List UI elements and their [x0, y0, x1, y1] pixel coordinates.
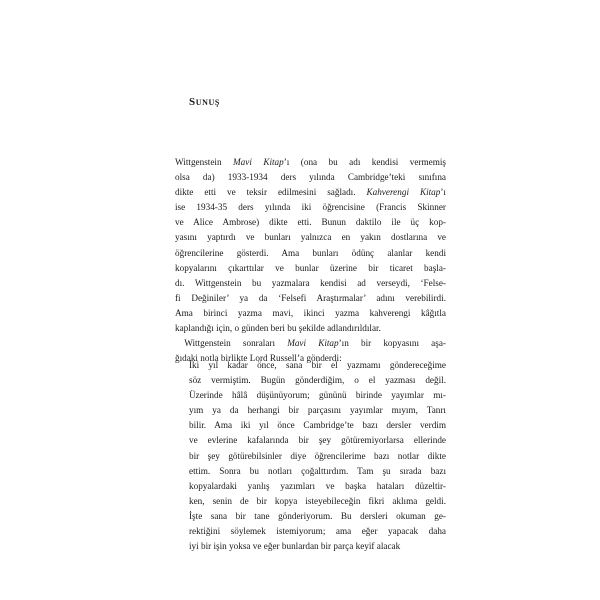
text-line — [189, 494, 446, 509]
italic-title: Kahverengi Kitap — [366, 187, 441, 198]
text-run: Wittgenstein — [175, 157, 234, 167]
paragraph-1 — [175, 155, 446, 336]
text-line — [175, 170, 446, 185]
text-line — [189, 464, 446, 479]
text-line — [175, 321, 446, 336]
text-run: ve Alice Ambrose) dikte etti. Bunun daktilo ile üç kop- — [175, 217, 446, 228]
text-run: fi Değiniler’ ya da ‘Felsefi Araştırmalar’ adını verebilirdi. — [175, 292, 446, 303]
text-run: ’ı — [440, 187, 446, 198]
text-run: söz vermiştim. Bugün gönderdiğim, o el yazması değil. — [189, 375, 446, 386]
text-run: dı. Wittgenstein bu yazmalara kendisi ad verseydi, ‘Felse- — [175, 277, 446, 288]
italic-title: Mavi Kitap — [287, 338, 339, 349]
text-run: bir şey götürebilsinler diye öğrencilerime bazı notlar dikte — [189, 450, 446, 461]
text-line — [175, 336, 446, 351]
text-run: ’ı (ona bu adı kendisi vermemiş — [283, 157, 446, 167]
text-line — [189, 449, 446, 464]
text-run: yasını yaptırdı ve bunları yalnızca en yakın dostlarına ve — [175, 232, 446, 243]
body-text — [175, 155, 446, 366]
text-line — [189, 433, 446, 448]
text-run: ve evlerine kafalarında bir şey götüremiyorlarsa ellerinde — [189, 435, 446, 446]
text-run: kaplandığı için, o günden beri bu şekilde adlandırıldılar. — [175, 323, 381, 334]
text-run: Üzerinde hâlâ düşünüyorum; gününü birinde yayımlar mı- — [189, 390, 446, 401]
text-run: İki yıl kadar önce, sana bir el yazmamı göndereceğime — [189, 360, 446, 370]
text-line — [189, 524, 446, 539]
text-line — [189, 373, 446, 388]
text-line — [175, 200, 446, 215]
text-line — [175, 261, 446, 276]
text-run: iyi bir işin yoksa ve eğer bunlardan bir parça keyif alacak — [189, 541, 401, 552]
text-run: ğıdaki notla birlikte Lord Russell’a gönderdi: — [175, 353, 342, 364]
text-line — [175, 155, 446, 170]
text-run: ise 1934-35 ders yılında iki öğrencisine (Francis Skinner — [175, 202, 446, 213]
text-run: rektiğini söylemek istemiyorum; ama eğer yapacak daha — [189, 526, 446, 537]
text-line — [189, 509, 446, 524]
text-run: Ama birinci yazma mavi, ikinci yazma kahverengi kâğıtla — [175, 307, 446, 318]
text-run: olsa da) 1933-1934 ders yılında Cambridge’teki sınıfına — [175, 172, 446, 183]
text-run: İşte sana bir tane gönderiyorum. Bu dersleri okuman ge- — [189, 510, 446, 521]
section-heading: Sunuş — [189, 96, 220, 108]
text-line — [175, 185, 446, 200]
text-line — [175, 306, 446, 321]
text-line — [189, 539, 446, 554]
text-line — [175, 230, 446, 245]
text-run: dikte etti ve teksir edilmesini sağladı. — [175, 187, 367, 198]
text-run: öğrencilerine gösterdi. Ama bunları ödünç alanlar kendi — [175, 247, 446, 258]
text-line — [189, 479, 446, 494]
text-line — [175, 291, 446, 306]
text-run: yım ya da herhangi bir parçasını yayımlar mıyım, Tanrı — [189, 405, 446, 416]
text-run: bilir. Ama iki yıl önce Cambridge’te bazı dersler verdim — [189, 420, 446, 431]
block-quote — [189, 358, 446, 554]
text-line — [189, 418, 446, 433]
text-run: kopyalardaki yanlış yazımları ve başka hataları düzeltir- — [189, 480, 446, 491]
text-line — [175, 215, 446, 230]
text-run: ’ın bir kopyasını aşa- — [338, 338, 446, 349]
text-line — [175, 276, 446, 291]
text-run: Wittgenstein sonraları — [175, 338, 288, 349]
text-run: kopyalarını çıkarttılar ve bunlar üzerine bir ticaret başla- — [175, 262, 446, 273]
text-line — [175, 246, 446, 261]
text-run: ken, senin de bir kopya isteyebileceğin fikri aklıma geldi. — [189, 495, 446, 506]
text-line — [189, 403, 446, 418]
text-run: ettim. Sonra bu notları çoğalttırdım. Tam şu sırada bazı — [189, 465, 446, 476]
italic-title: Mavi Kitap — [233, 157, 284, 167]
text-line — [189, 388, 446, 403]
text-line — [189, 358, 446, 373]
